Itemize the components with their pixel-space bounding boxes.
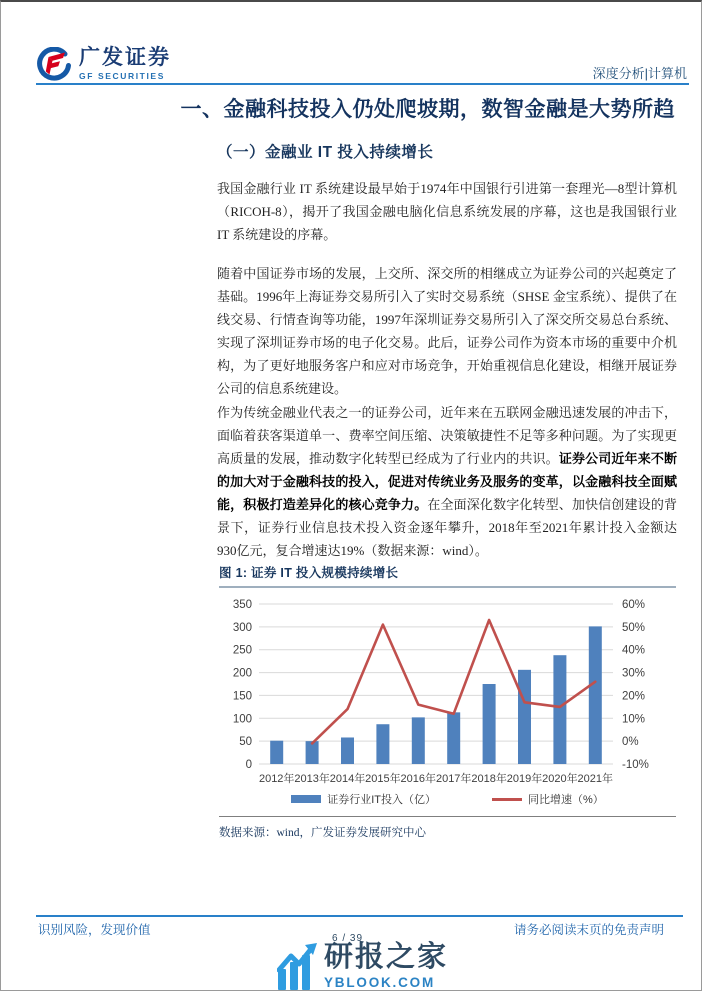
right-axis-tick: 50% (622, 621, 646, 634)
figure-bottom-rule (219, 816, 676, 817)
chart-bar (270, 741, 283, 764)
left-axis-tick: 50 (239, 736, 252, 749)
report-category-label: 深度分析|计算机 (592, 66, 687, 81)
watermark-en-text: YBLOOK.COM (324, 975, 435, 990)
left-axis-tick: 200 (232, 667, 252, 680)
figure-1-chart (219, 592, 676, 791)
chart-bar (447, 712, 460, 764)
figure-source: 数据来源：wind，广发证券发展研究中心 (219, 827, 426, 839)
paragraph-3-lead: 作为传统金融业代表之一的证券公司，近年来在五联网金融迅速发展的冲击下，面临着获客渠道单一、费率空间压缩、决策敏捷性不足等多种问题。为了实现更高质量的发展，推动数字化转型已经成为了行业内的共识。 (217, 405, 677, 466)
right-axis-tick: -10% (622, 759, 649, 771)
figure-1-title: 图 1: 证券 IT 投入规模持续增长 (219, 563, 676, 588)
right-axis-tick: 40% (622, 644, 646, 657)
watermark-cn-text: 研报之家 (324, 941, 449, 973)
right-axis-tick: 20% (622, 690, 646, 703)
chapter-title: 一、金融科技投入仍处爬坡期，数智金融是大势所趋 (180, 98, 675, 121)
page-number: 6 / 39 (332, 933, 364, 944)
x-axis-label: 2015年 (365, 773, 401, 785)
footer-disclaimer: 请务必阅读末页的免责声明 (513, 923, 664, 937)
x-axis-label: 2016年 (400, 773, 437, 785)
left-axis-tick: 300 (232, 621, 252, 634)
x-axis-label: 2013年 (294, 773, 330, 785)
legend-line-swatch (492, 798, 522, 801)
x-axis-label: 2019年 (506, 773, 543, 785)
chart-bar (341, 737, 354, 764)
left-axis-tick: 250 (232, 644, 252, 657)
right-axis-tick: 10% (622, 713, 646, 726)
logo-cn-text: 广发证券 (79, 46, 171, 69)
x-axis-label: 2018年 (471, 773, 507, 785)
legend-bar-label: 证券行业IT投入（亿） (327, 794, 436, 806)
x-axis-label: 2020年 (542, 773, 578, 785)
x-axis-label: 2017年 (435, 773, 472, 785)
chart-bar (589, 626, 602, 764)
header-rule (36, 83, 689, 85)
gf-logo-icon (36, 47, 72, 83)
x-axis-label: 2021年 (577, 773, 614, 785)
paragraph-3-bold: 证券公司近年来不断的加大对于金融科技的投入，促进对传统业务及服务的变革，以金融科技全面赋能，积极打造差异化的核心竞争力。 (217, 451, 677, 512)
paragraph-3 (217, 401, 677, 562)
chart-bar (376, 724, 389, 764)
chart-legend (219, 791, 676, 807)
chart-bar (553, 655, 566, 764)
footer-rule (36, 915, 683, 917)
x-axis-label: 2014年 (329, 773, 366, 785)
chart-bar (518, 670, 531, 764)
legend-item-bars (291, 791, 436, 807)
left-axis-tick: 0 (245, 759, 252, 771)
left-axis-tick: 150 (232, 690, 252, 703)
left-axis-tick: 350 (232, 599, 252, 611)
chart-bar (483, 684, 496, 764)
left-axis-tick: 100 (232, 713, 252, 726)
right-axis-tick: 30% (622, 667, 646, 680)
legend-bar-swatch (291, 795, 321, 803)
right-axis-tick: 0% (622, 736, 639, 749)
figure-1 (219, 563, 676, 840)
legend-item-line (492, 791, 604, 807)
ybook-watermark (277, 943, 448, 991)
chart-bar (412, 717, 425, 764)
legend-line-label: 同比增速（%） (528, 794, 604, 806)
watermark-chart-icon (277, 943, 317, 991)
gf-securities-logo (36, 47, 171, 83)
logo-en-text: GF SECURITIES (79, 71, 165, 81)
section-heading: （一）金融业 IT 投入持续增长 (217, 144, 434, 161)
right-axis-tick: 60% (622, 599, 646, 611)
x-axis-label: 2012年 (258, 773, 295, 785)
footer-slogan: 识别风险，发现价值 (38, 923, 151, 937)
paragraph-1: 我国金融行业 IT 系统建设最早始于1974年中国银行引进第一套理光—8型计算机（RICOH-8），揭开了我国金融电脑化信息系统发展的序幕，这也是我国银行业 IT 系统建设的序幕。 (217, 181, 677, 242)
paragraph-2: 随着中国证券市场的发展，上交所、深交所的相继成立为证券公司的兴起奠定了基础。1996年上海证券交易所引入了实时交易系统（SHSE 金宝系统）、提供了在线交易、行情查询等功能，1997年深圳证券交易所引入了深交所交易总台系统、实现了深圳证券市场的电子化交易。此后，证券公司作为资本市场的重要中介机构，为了更好地服务客户和应对市场竞争，开始重视信息化建设，相继开展证券公司的信息系统建设。 (217, 266, 677, 396)
paragraph-3-tail: 在全面深化数字化转型、加快信创建设的背景下，证券行业信息技术投入资金逐年攀升，2018年至2021年累计投入金额达930亿元，复合增速达19%（数据来源：wind）。 (217, 497, 677, 558)
